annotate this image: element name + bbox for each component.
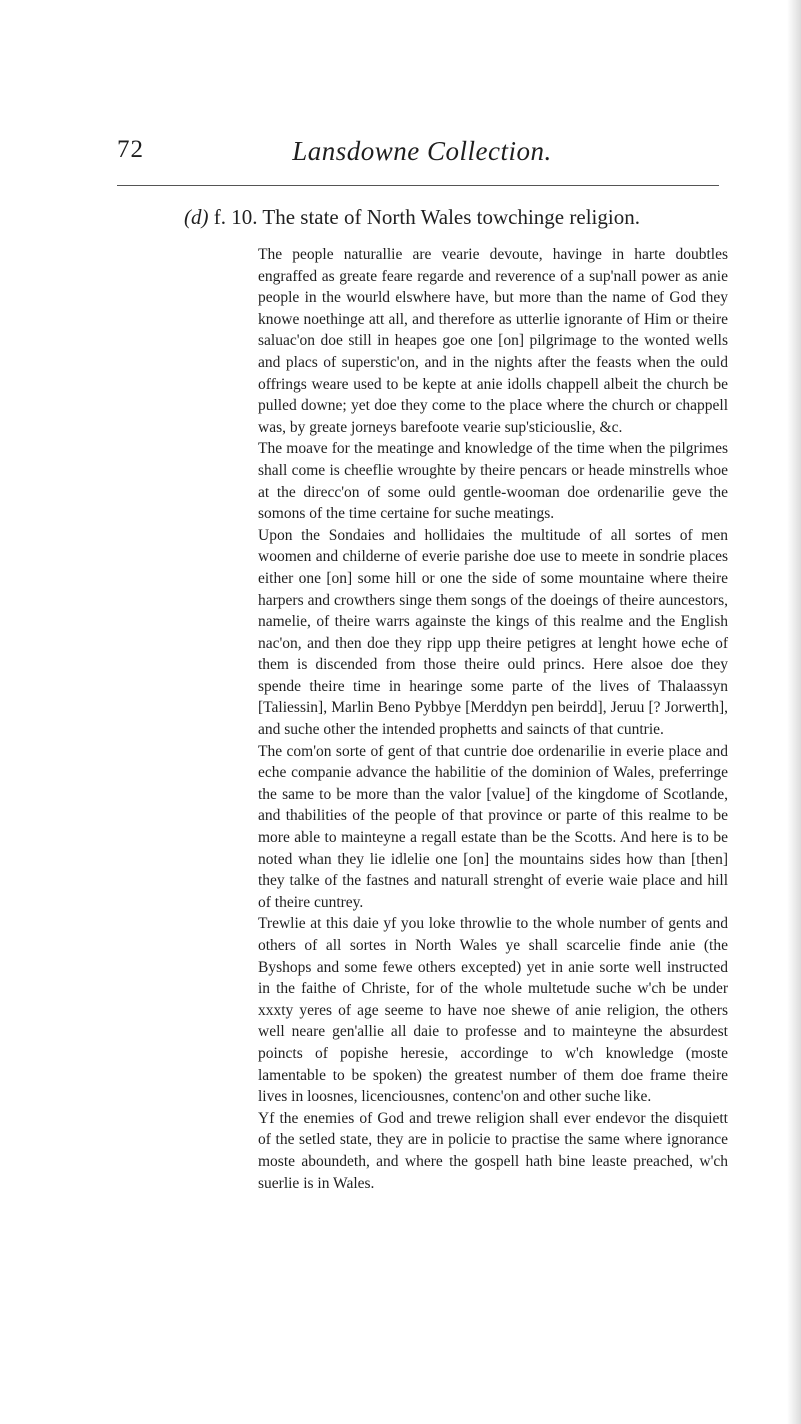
header-rule (117, 185, 719, 186)
page-number: 72 (117, 136, 144, 163)
section-label: (d) (184, 205, 209, 229)
section-title: The state of North Wales towchinge religion. (262, 205, 640, 229)
paragraph: The com'on sorte of gent of that cuntrie doe ordenarilie in everie place and eche companie advance the habilitie of the dominion of Wales, preferringe the same to be more than the valor [value] of the kingdome of Scotlande, and thabilities of the people of that province or parte of this realme to be more able to mainteyne a regall estate than be the Scotts. And here is to be noted whan they lie idlelie one [on] the mountains sides how than [then] they talke of the fastnes and naturall strenght of everie waie place and hill of theire cuntrey. (258, 742, 728, 911)
page-edge-shadow (787, 0, 801, 1424)
folio-reference: f. 10. (213, 205, 258, 229)
paragraph: Upon the Sondaies and hollidaies the multitude of all sortes of men woomen and childerne of everie parishe doe use to meete in sondrie places either one [on] some hill or one the side of some mountaine where theire harpers and crowthers singe them songs of the doeings of theire auncestors, namelie, of theire warrs againste the kings of this realme and the English nac'on, and then doe they ripp upp theire petigres at lenght howe eche of them is discended from those theire ould princs. Here alsoe doe they spende theire time in hearinge some parte of the lives of Thalaassyn [Taliessin], Marlin Beno Pybbye [Merddyn pen beirdd], Jeruu [? Jorwerth], and suche other the intended prophetts and saincts of that cuntrie. (258, 526, 728, 739)
section-heading (184, 205, 744, 230)
paragraph: The moave for the meatinge and knowledge of the time when the pilgrimes shall come is cheeflie wroughte by theire pencars or heade minstrells whoe at the direcc'on of some ould gentle-wooman doe ordenarilie geve the somons of the time certaine for suche meatings. (258, 440, 728, 523)
paragraph: The people naturallie are vearie devoute, havinge in harte doubtles engraffed as greate feare regarde and reverence of a sup'nall power as anie people in the wourld elswhere have, but more than the name of God they knowe noethinge att all, and therefore as utterlie ignorante of Him or theire saluac'on doe still in heapes goe one [on] pilgrimage to the wonted wells and placs of superstic'on, and in the nights after the feasts when the ould offrings weare used to be kepte at anie idolls chappell albeit the church be pulled downe; yet doe they come to the place where the church or chappell was, by greate jorneys barefoote vearie sup'sticiouslie, &c. (258, 246, 728, 436)
running-title: Lansdowne Collection. (292, 136, 552, 166)
paragraph: Yf the enemies of God and trewe religion shall ever endevor the disquiett of the setled state, they are in policie to practise the same where ignorance moste aboundeth, and where the gospell hath bine leaste preached, w'ch suerlie is in Wales. (258, 1109, 728, 1192)
body-text (258, 244, 728, 1194)
running-header (117, 136, 727, 172)
paragraph: Trewlie at this daie yf you loke throwlie to the whole number of gents and others of all sortes in North Wales ye shall scarcelie finde anie (the Byshops and some fewe others excepted) yet in anie sorte well instructed in the faithe of Christe, for of the whole multetude suche w'ch be under xxxty yeres of age seeme to have noe shewe of anie religion, the others well neare gen'allie all daie to professe and to mainteyne the absurdest poincts of popishe heresie, accordinge to w'ch knowledge (moste lamentable to be spoken) the greatest number of them doe frame theire lives in loosnes, licenciousnes, contenc'on and other suche like. (258, 915, 728, 1106)
